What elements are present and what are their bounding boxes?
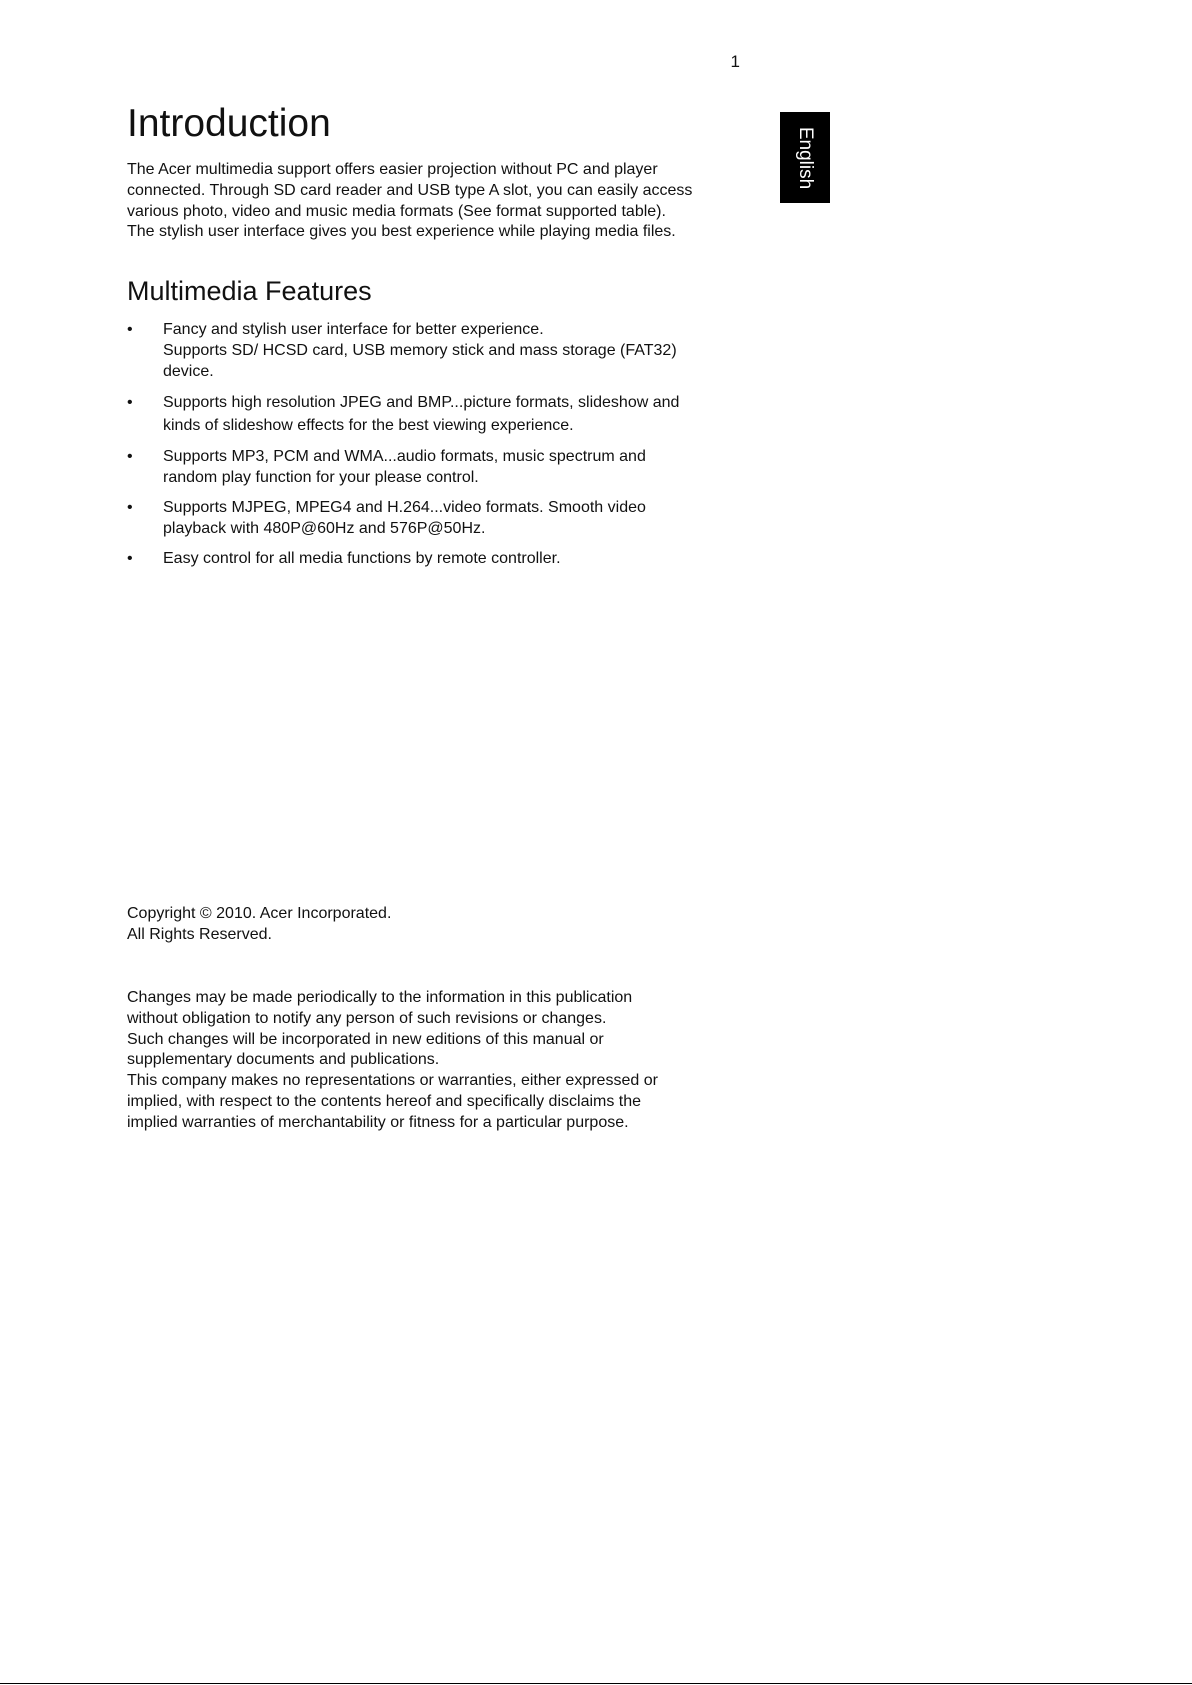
language-tab — [780, 112, 830, 203]
intro-title: Introduction — [127, 102, 331, 145]
disclaimer-line: This company makes no representations or warranties, either expressed or — [127, 1072, 658, 1090]
feature-line: Easy control for all media functions by remote controller. — [163, 550, 561, 568]
intro-line: The Acer multimedia support offers easier projection without PC and player — [127, 161, 658, 178]
feature-item — [127, 497, 727, 539]
copyright-line: Copyright © 2010. Acer Incorporated. — [127, 905, 392, 922]
disclaimer-text — [127, 988, 727, 1134]
disclaimer-line: Such changes will be incorporated in new editions of this manual or — [127, 1030, 604, 1048]
bullet-icon: • — [127, 550, 133, 568]
feature-line: Supports high resolution JPEG and BMP...picture formats, slideshow and — [163, 394, 680, 412]
bullet-icon: • — [127, 321, 133, 339]
feature-line: Supports MP3, PCM and WMA...audio formats, music spectrum and — [163, 448, 646, 466]
disclaimer-line: Changes may be made periodically to the information in this publication — [127, 989, 633, 1006]
page-bottom-rule — [0, 1683, 1192, 1684]
feature-line: kinds of slideshow effects for the best viewing experience. — [163, 417, 574, 435]
disclaimer-line: supplementary documents and publications. — [127, 1051, 440, 1069]
disclaimer-line: without obligation to notify any person of such revisions or changes. — [127, 1009, 607, 1027]
intro-paragraph — [127, 160, 727, 243]
main-content — [127, 100, 727, 578]
rights-line: All Rights Reserved. — [127, 925, 272, 943]
features-list — [127, 319, 727, 569]
disclaimer-line: implied warranties of merchantability or fitness for a particular purpose. — [127, 1113, 629, 1131]
feature-line: Supports MJPEG, MPEG4 and H.264...video formats. Smooth video — [163, 499, 646, 517]
bullet-icon: • — [127, 448, 133, 466]
feature-line: playback with 480P@60Hz and 576P@50Hz. — [163, 520, 486, 538]
feature-item — [127, 319, 727, 382]
feature-item — [127, 391, 727, 437]
feature-line: Supports SD/ HCSD card, USB memory stick and mass storage (FAT32) — [163, 342, 677, 360]
feature-item — [127, 446, 727, 488]
bullet-icon: • — [127, 499, 133, 517]
disclaimer-line: implied, with respect to the contents hereof and specifically disclaims the — [127, 1092, 642, 1110]
copyright-notice — [127, 904, 391, 946]
bullet-icon: • — [127, 394, 133, 412]
intro-line: various photo, video and music media formats (See format supported table). — [127, 202, 666, 220]
language-tab-label: English — [795, 126, 817, 189]
intro-line: connected. Through SD card reader and USB type A slot, you can easily access — [127, 181, 693, 199]
features-title: Multimedia Features — [127, 276, 372, 307]
feature-item — [127, 548, 727, 569]
feature-line: random play function for your please control. — [163, 469, 479, 487]
intro-line: The stylish user interface gives you best experience while playing media files. — [127, 223, 676, 241]
feature-line: device. — [163, 363, 214, 381]
page-number: 1 — [730, 52, 740, 71]
feature-line: Fancy and stylish user interface for better experience. — [163, 321, 544, 339]
